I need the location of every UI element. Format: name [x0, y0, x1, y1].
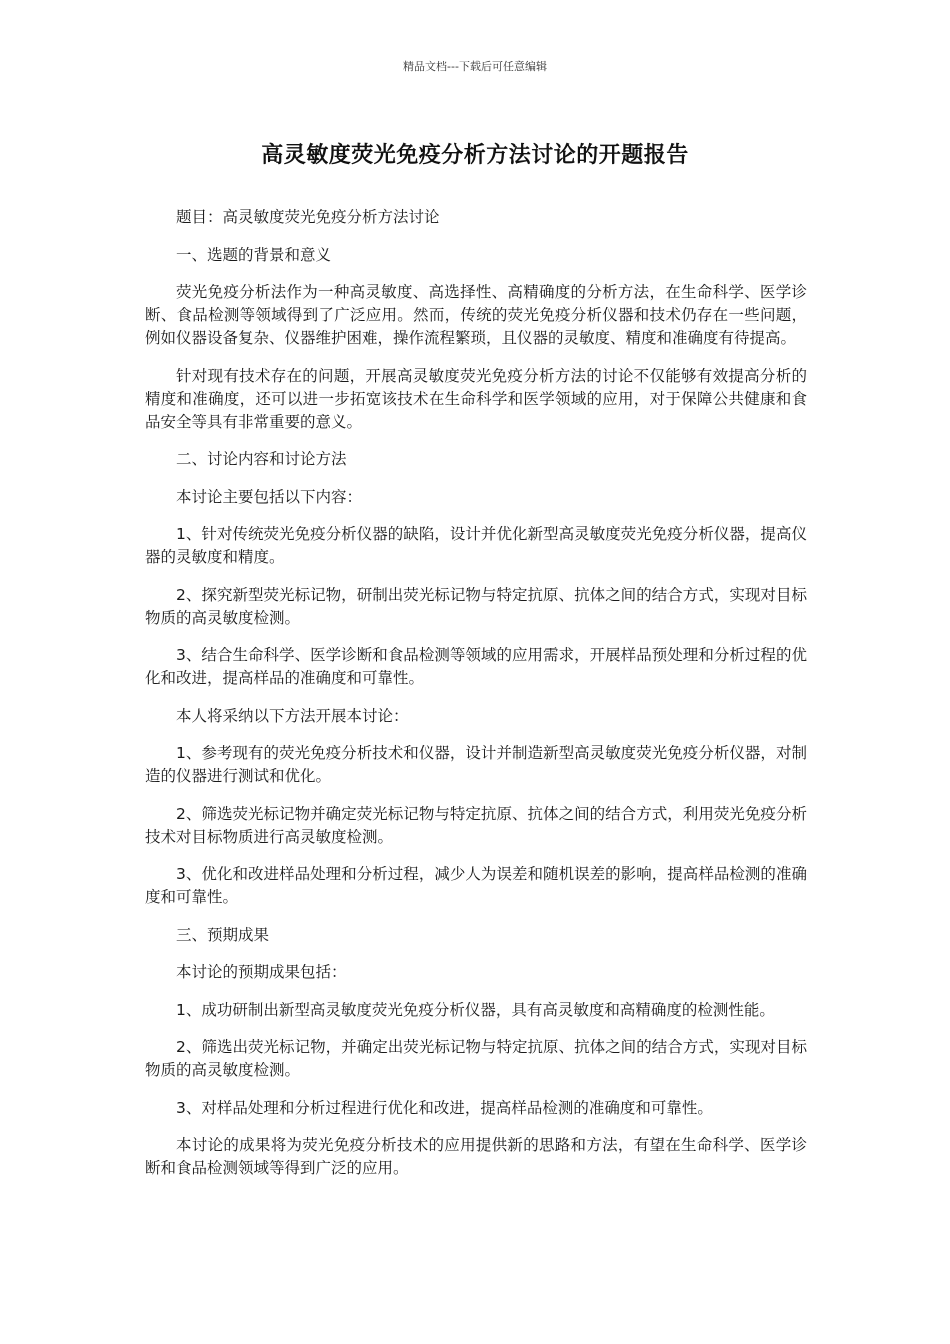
list-item: 3、对样品处理和分析过程进行优化和改进，提高样品检测的准确度和可靠性。 — [176, 1098, 713, 1117]
paragraph: 荧光免疫分析法作为一种高灵敏度、高选择性、高精确度的分析方法，在生命科学、医学诊断、食品检测等领域得到了广泛应用。然而，传统的荧光免疫分析仪器和技术仍存在一些问题，例如仪器设备复杂、仪器维护困难，操作流程繁琐，且仪器的灵敏度、精度和准确度有待提高。 — [145, 283, 807, 347]
section-heading-content-methods: 二、讨论内容和讨论方法 — [176, 450, 347, 468]
section-heading-expected-results: 三、预期成果 — [176, 925, 270, 944]
paragraph: 本讨论的成果将为荧光免疫分析技术的应用提供新的思路和方法，有望在生命科学、医学诊断和食品检测领域等得到广泛的应用。 — [145, 1136, 807, 1177]
document-title: 高灵敏度荧光免疫分析方法讨论的开题报告 — [261, 143, 689, 168]
list-item: 1、成功研制出新型高灵敏度荧光免疫分析仪器，具有高灵敏度和高精确度的检测性能。 — [176, 1000, 775, 1019]
list-item: 2、筛选出荧光标记物，并确定出荧光标记物与特定抗原、抗体之间的结合方式，实现对目标物质的高灵敏度检测。 — [145, 1038, 807, 1079]
paragraph: 本讨论的预期成果包括： — [176, 963, 347, 981]
paragraph: 本人将采纳以下方法开展本讨论： — [176, 706, 409, 725]
list-item: 1、针对传统荧光免疫分析仪器的缺陷，设计并优化新型高灵敏度荧光免疫分析仪器，提高仪器的灵敏度和精度。 — [145, 525, 807, 566]
section-heading-background: 一、选题的背景和意义 — [176, 245, 332, 264]
list-item: 2、筛选荧光标记物并确定荧光标记物与特定抗原、抗体之间的结合方式，利用荧光免疫分析技术对目标物质进行高灵敏度检测。 — [145, 804, 807, 846]
list-item: 3、优化和改进样品处理和分析过程，减少人为误差和随机误差的影响，提高样品检测的准确度和可靠性。 — [145, 865, 807, 906]
topic-line: 题目：高灵敏度荧光免疫分析方法讨论 — [176, 208, 440, 226]
list-item: 1、参考现有的荧光免疫分析技术和仪器，设计并制造新型高灵敏度荧光免疫分析仪器，对制造的仪器进行测试和优化。 — [145, 744, 807, 785]
paragraph: 针对现有技术存在的问题，开展高灵敏度荧光免疫分析方法的讨论不仅能够有效提高分析的精度和准确度，还可以进一步拓宽该技术在生命科学和医学领域的应用，对于保障公共健康和食品安全等具有非常重要的意义。 — [145, 366, 807, 431]
list-item: 3、结合生命科学、医学诊断和食品检测等领域的应用需求，开展样品预处理和分析过程的优化和改进，提高样品的准确度和可靠性。 — [145, 646, 807, 687]
paragraph: 本讨论主要包括以下内容： — [176, 487, 363, 506]
list-item: 2、探究新型荧光标记物，研制出荧光标记物与特定抗原、抗体之间的结合方式，实现对目标物质的高灵敏度检测。 — [145, 585, 807, 627]
header-note: 精品文档---下载后可任意编辑 — [403, 60, 547, 73]
document-body — [145, 206, 807, 1195]
